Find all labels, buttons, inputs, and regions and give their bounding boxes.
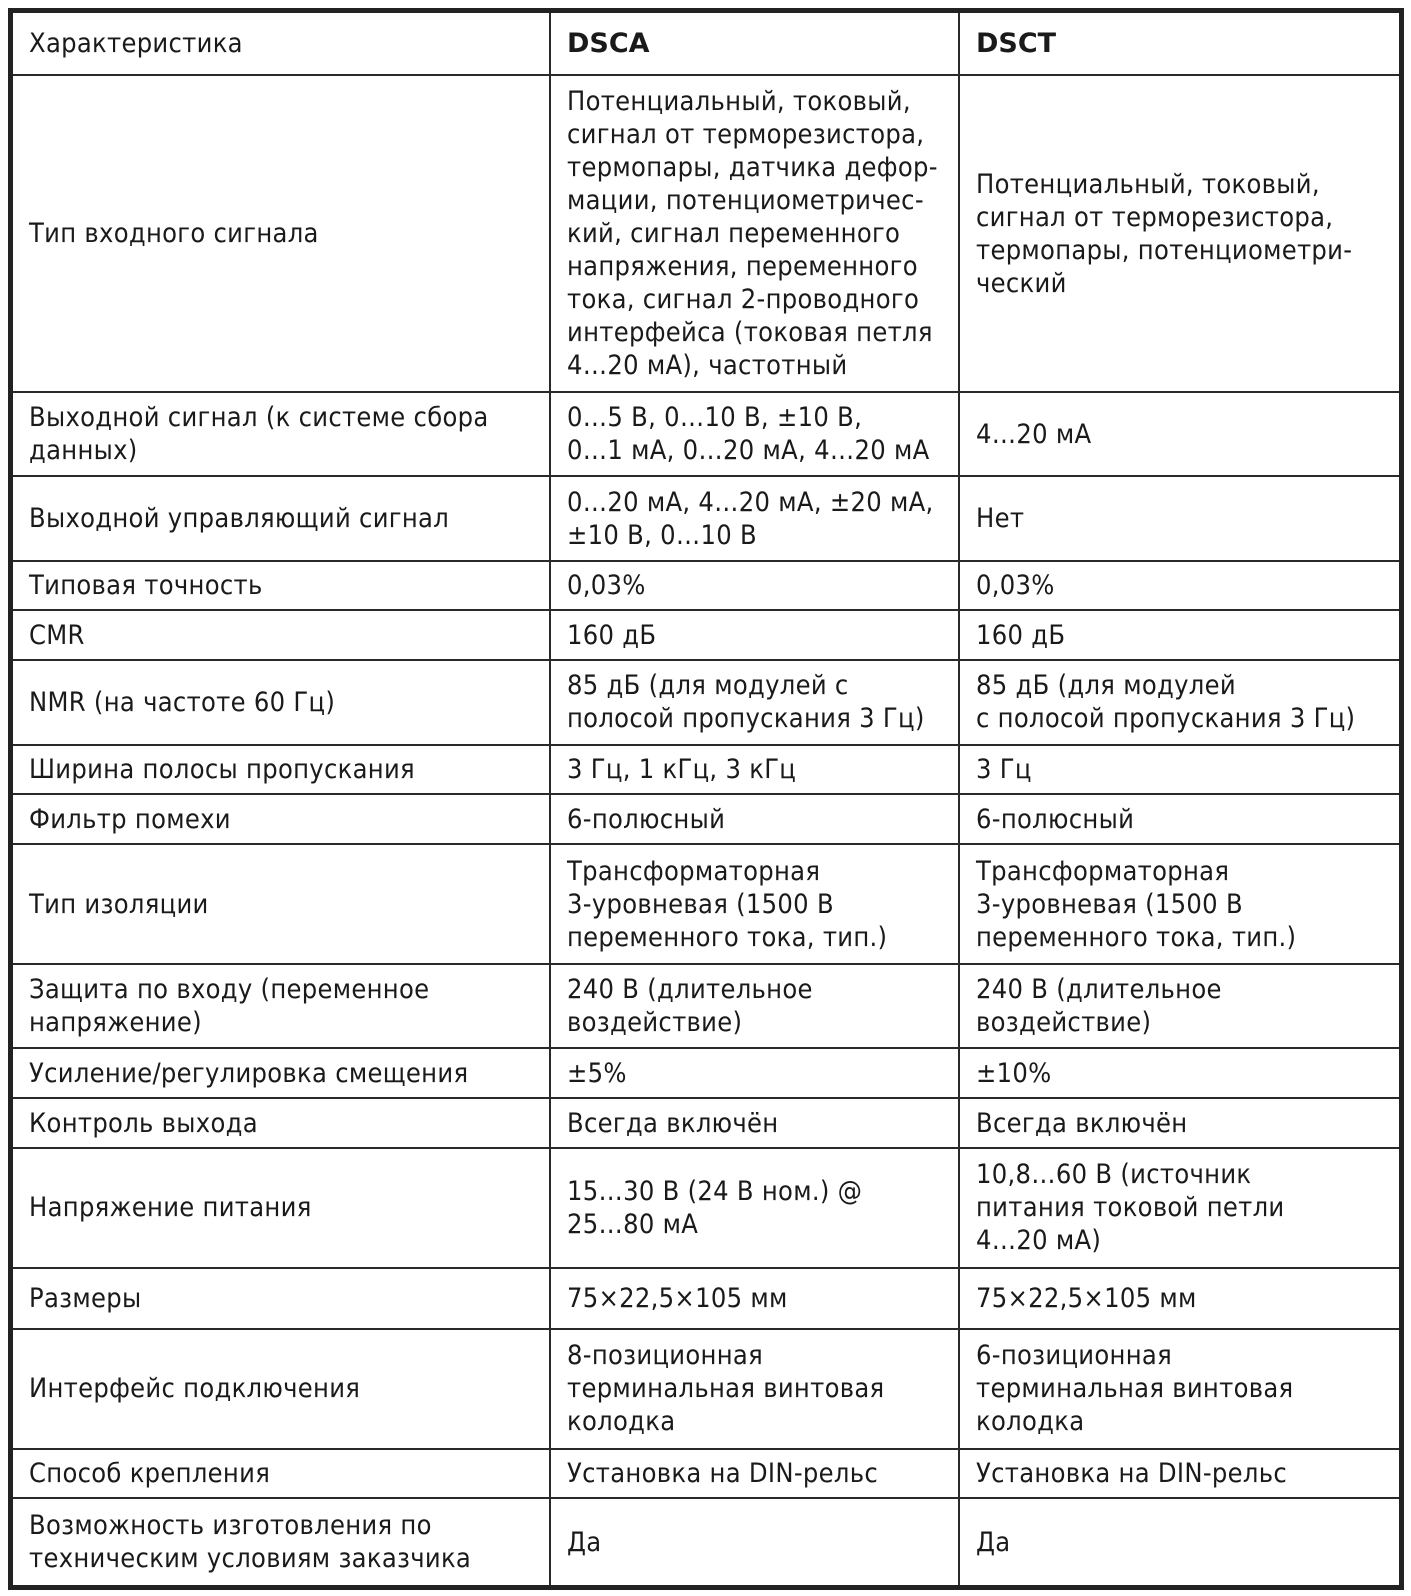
dsct-value: 6-полюсный — [959, 794, 1399, 844]
header-characteristic: Характеристика — [13, 13, 550, 75]
dsca-value: Установка на DIN-рельс — [550, 1449, 959, 1499]
table-row — [13, 392, 1399, 476]
table-row — [13, 1098, 1399, 1148]
dsct-value: 85 дБ (для модулей с полосой пропускания 3 Гц) — [959, 660, 1399, 744]
table-row — [13, 1268, 1399, 1329]
table-header-row — [13, 13, 1399, 75]
row-label: Типовая точность — [13, 561, 550, 611]
row-label: Тип изоляции — [13, 844, 550, 964]
table-row — [13, 476, 1399, 560]
row-label: Способ крепления — [13, 1449, 550, 1499]
dsct-value: 240 В (длительное воздействие) — [959, 964, 1399, 1048]
table-row — [13, 610, 1399, 660]
row-label: Ширина полосы пропускания — [13, 745, 550, 795]
dsca-value: Да — [550, 1498, 959, 1585]
dsca-value: 0…20 мА, 4…20 мА, ±20 мА, ±10 В, 0…10 В — [550, 476, 959, 560]
dsct-value: Трансформаторная 3-уровневая (1500 В переменного тока, тип.) — [959, 844, 1399, 964]
row-label: Выходной сигнал (к системе сбора данных) — [13, 392, 550, 476]
dsct-value: Нет — [959, 476, 1399, 560]
dsct-value: 75×22,5×105 мм — [959, 1268, 1399, 1329]
dsca-value: ±5% — [550, 1048, 959, 1098]
row-label: Напряжение питания — [13, 1148, 550, 1268]
spec-table-frame — [8, 8, 1404, 1590]
table-row — [13, 1449, 1399, 1499]
dsca-value: 75×22,5×105 мм — [550, 1268, 959, 1329]
dsca-value: Всегда включён — [550, 1098, 959, 1148]
table-row — [13, 75, 1399, 392]
dsct-value: 6-позиционная терминальная винтовая колодка — [959, 1329, 1399, 1449]
header-dsct: DSCT — [959, 13, 1399, 75]
spec-table — [13, 13, 1399, 1585]
row-label: CMR — [13, 610, 550, 660]
row-label: Контроль выхода — [13, 1098, 550, 1148]
dsca-value: 240 В (длительное воздействие) — [550, 964, 959, 1048]
dsct-value: ±10% — [959, 1048, 1399, 1098]
dsca-value: 85 дБ (для модулей с полосой пропускания 3 Гц) — [550, 660, 959, 744]
dsca-value: 6-полюсный — [550, 794, 959, 844]
dsct-value: 160 дБ — [959, 610, 1399, 660]
table-row — [13, 745, 1399, 795]
dsca-value: 8-позиционная терминальная винтовая колодка — [550, 1329, 959, 1449]
row-label: Тип входного сигнала — [13, 75, 550, 392]
table-row — [13, 561, 1399, 611]
row-label: Возможность изготовления по техническим условиям заказчика — [13, 1498, 550, 1585]
row-label: Интерфейс подключения — [13, 1329, 550, 1449]
dsct-value: 10,8…60 В (источник питания токовой петли 4…20 мА) — [959, 1148, 1399, 1268]
table-row — [13, 964, 1399, 1048]
table-row — [13, 1498, 1399, 1585]
table-row — [13, 1329, 1399, 1449]
table-row — [13, 844, 1399, 964]
dsca-value: 3 Гц, 1 кГц, 3 кГц — [550, 745, 959, 795]
dsca-value: Трансформаторная 3-уровневая (1500 В переменного тока, тип.) — [550, 844, 959, 964]
header-dsca: DSCA — [550, 13, 959, 75]
row-label: Фильтр помехи — [13, 794, 550, 844]
row-label: Защита по входу (переменное напряжение) — [13, 964, 550, 1048]
dsct-value: 0,03% — [959, 561, 1399, 611]
dsct-value: Да — [959, 1498, 1399, 1585]
dsct-value: Всегда включён — [959, 1098, 1399, 1148]
dsct-value: Потенциальный, токовый, сигнал от терморезистора, термопары, потенциометри- ческий — [959, 75, 1399, 392]
dsca-value: 0,03% — [550, 561, 959, 611]
dsct-value: Установка на DIN-рельс — [959, 1449, 1399, 1499]
dsca-value: 160 дБ — [550, 610, 959, 660]
row-label: Выходной управляющий сигнал — [13, 476, 550, 560]
row-label: NMR (на частоте 60 Гц) — [13, 660, 550, 744]
table-row — [13, 794, 1399, 844]
dsct-value: 4…20 мА — [959, 392, 1399, 476]
row-label: Размеры — [13, 1268, 550, 1329]
dsca-value: Потенциальный, токовый, сигнал от терморезистора, термопары, датчика дефор- мации, потенциометричес- кий, сигнал переменного напряжения, переменного тока, сигнал 2-проводного интерфейса (токовая петля 4…20 мА), частотный — [550, 75, 959, 392]
dsct-value: 3 Гц — [959, 745, 1399, 795]
row-label: Усиление/регулировка смещения — [13, 1048, 550, 1098]
table-row — [13, 1148, 1399, 1268]
dsca-value: 15…30 В (24 В ном.) @ 25…80 мА — [550, 1148, 959, 1268]
dsca-value: 0…5 В, 0…10 В, ±10 В, 0…1 мА, 0…20 мА, 4…20 мА — [550, 392, 959, 476]
table-row — [13, 660, 1399, 744]
table-row — [13, 1048, 1399, 1098]
